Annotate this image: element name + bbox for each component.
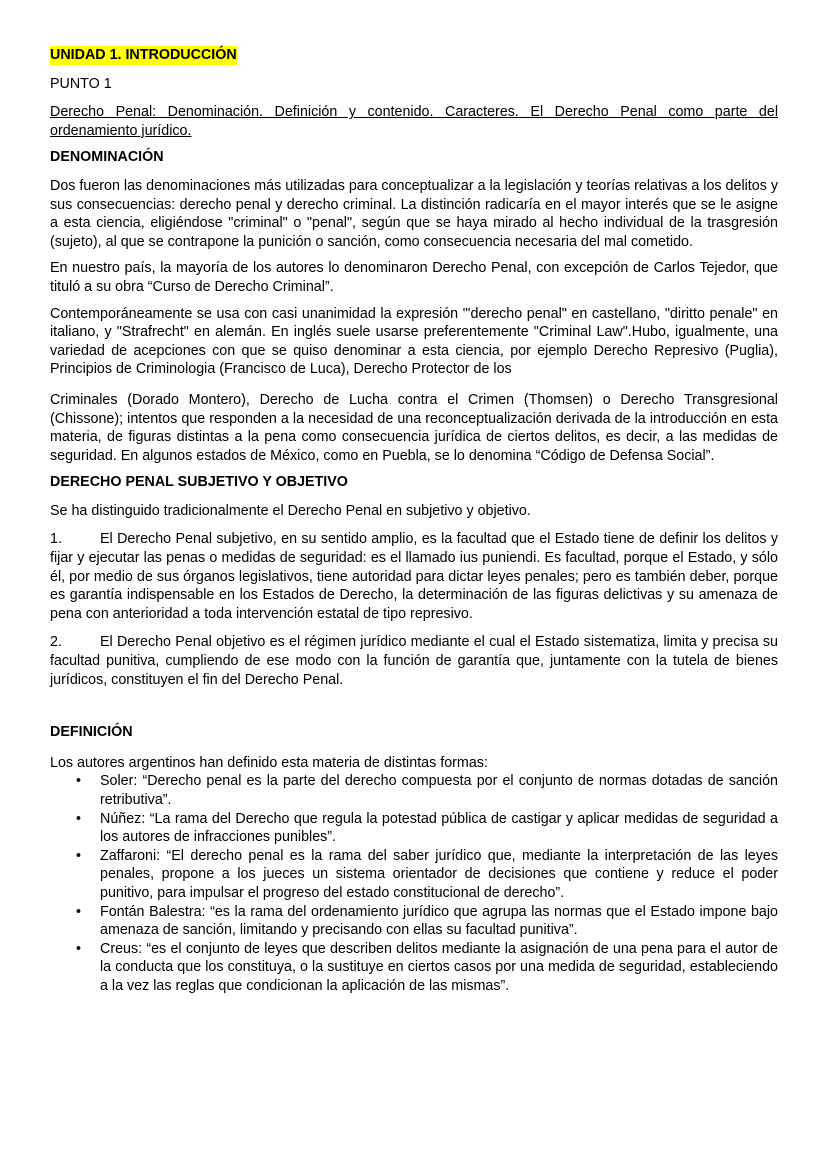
- denominacion-paragraph-4: Criminales (Dorado Montero), Derecho de Lucha contra el Crimen (Thomsen) o Derecho Transgresional (Chissone); intentos que responden a la necesidad de una reconceptualización derivada de la introducción en esta materia, de figuras distintas a la pena como consecuencia jurídica de ciertos delitos, es decir, a las medidas de seguridad. En algunos estados de México, como en Puebla, se lo denomina “Código de Defensa Social”.: [50, 391, 778, 464]
- list-item-text: Núñez: “La rama del Derecho que regula la potestad pública de castigar y aplicar medidas de seguridad a los autores de infracciones punibles”.: [100, 810, 778, 846]
- item-text: El Derecho Penal objetivo es el régimen jurídico mediante el cual el Estado sistematiza, limita y precisa su facultad punitiva, cumpliendo de ese modo con la función de garantía que, juntamente con la tutela de bienes jurídicos, constituyen el fin del Derecho Penal.: [50, 634, 778, 688]
- list-item: [50, 940, 778, 996]
- list-item: [50, 772, 778, 809]
- list-item-text: Creus: “es el conjunto de leyes que describen delitos mediante la asignación de una pena para el autor de la conducta que los constituya, o la sustituye en ciertos casos por una medida de seguridad, estableciendo a la vez las reglas que condicionan la aplicación de las mismas”.: [100, 940, 778, 994]
- document-page: [50, 46, 778, 996]
- unit-title: UNIDAD 1. INTRODUCCIÓN: [50, 47, 237, 63]
- bullet-icon: •: [76, 903, 82, 920]
- bullet-icon: •: [76, 847, 82, 864]
- denominacion-paragraph-1: Dos fueron las denominaciones más utilizadas para conceptualizar a la legislación y teorías relativas a los delitos y sus consecuencias: derecho penal y derecho criminal. La distinción radicaría en el mayor interés que se le asigne a esta ciencia, eligiéndose "criminal" o "penal", según que se haya mirado al hecho individual de la trasgresión (sujeto), al que se contrapone la punición o sanción, como consecuencia necesaria del mal cometido.: [50, 177, 778, 250]
- definition-list: [50, 772, 778, 995]
- definicion-intro: Los autores argentinos han definido esta materia de distintas formas:: [50, 754, 488, 771]
- bullet-icon: •: [76, 810, 82, 827]
- numbered-item: [50, 633, 778, 689]
- punto-label: PUNTO 1: [50, 75, 112, 92]
- unit-title-line: [50, 46, 778, 65]
- list-item: [50, 903, 778, 940]
- item-number: 2.: [50, 634, 62, 651]
- list-item-text: Zaffaroni: “El derecho penal es la rama del saber jurídico que, mediante la interpretación de las leyes penales, propone a los jueces un sistema orientador de decisiones que contiene y reduce el poder punitivo, para impulsar el progreso del estado constitucional de derecho”.: [100, 847, 778, 901]
- numbered-item: [50, 530, 778, 623]
- heading-subjetivo-objetivo: DERECHO PENAL SUBJETIVO Y OBJETIVO: [50, 474, 348, 491]
- subjetivo-intro: Se ha distinguido tradicionalmente el Derecho Penal en subjetivo y objetivo.: [50, 502, 531, 519]
- topics-line: Derecho Penal: Denominación. Definición y contenido. Caracteres. El Derecho Penal como parte del ordenamiento jurídico.: [50, 104, 778, 139]
- heading-denominacion: DENOMINACIÓN: [50, 149, 164, 166]
- denominacion-paragraph-3: Contemporáneamente se usa con casi unanimidad la expresión "'derecho penal" en castellano, "diritto penale" en italiano, y "Strafrecht" en alemán. En inglés suele usarse preferentemente "Criminal Law".Hubo, igualmente, una variedad de acepciones con que se quiso denominar a esta ciencia, por ejemplo Derecho Represivo (Puglia), Principios de Criminologia (Francisco de Luca), Derecho Protector de los: [50, 305, 778, 378]
- bullet-icon: •: [76, 773, 82, 790]
- item-number: 1.: [50, 531, 62, 548]
- denominacion-paragraph-2: En nuestro país, la mayoría de los autores lo denominaron Derecho Penal, con excepción de Carlos Tejedor, que tituló a su obra “Curso de Derecho Criminal”.: [50, 260, 778, 295]
- list-item-text: Fontán Balestra: “es la rama del ordenamiento jurídico que agrupa las normas que el Estado impone bajo amenaza de sanción, limitando y precisando con ellas su facultad punitiva”.: [100, 903, 778, 939]
- bullet-icon: •: [76, 940, 82, 957]
- heading-definicion: DEFINICIÓN: [50, 724, 133, 741]
- list-item: [50, 847, 778, 903]
- list-item-text: Soler: “Derecho penal es la parte del derecho compuesta por el conjunto de normas dotadas de sanción retributiva”.: [100, 773, 778, 808]
- item-text: El Derecho Penal subjetivo, en su sentido amplio, es la facultad que el Estado tiene de definir los delitos y fijar y ejecutar las penas o medidas de seguridad: es el llamado ius puniendi. Es facultad, porque el Estado, y sólo él, por medio de sus órganos legislativos, tiene autoridad para dictar leyes penales; pero es también deber, porque es garantía indispensable en los Estados de Derecho, la determinación de las figuras delictivas y su amenaza de pena con anterioridad a toda intervención estatal de tipo represivo.: [50, 531, 778, 622]
- list-item: [50, 810, 778, 847]
